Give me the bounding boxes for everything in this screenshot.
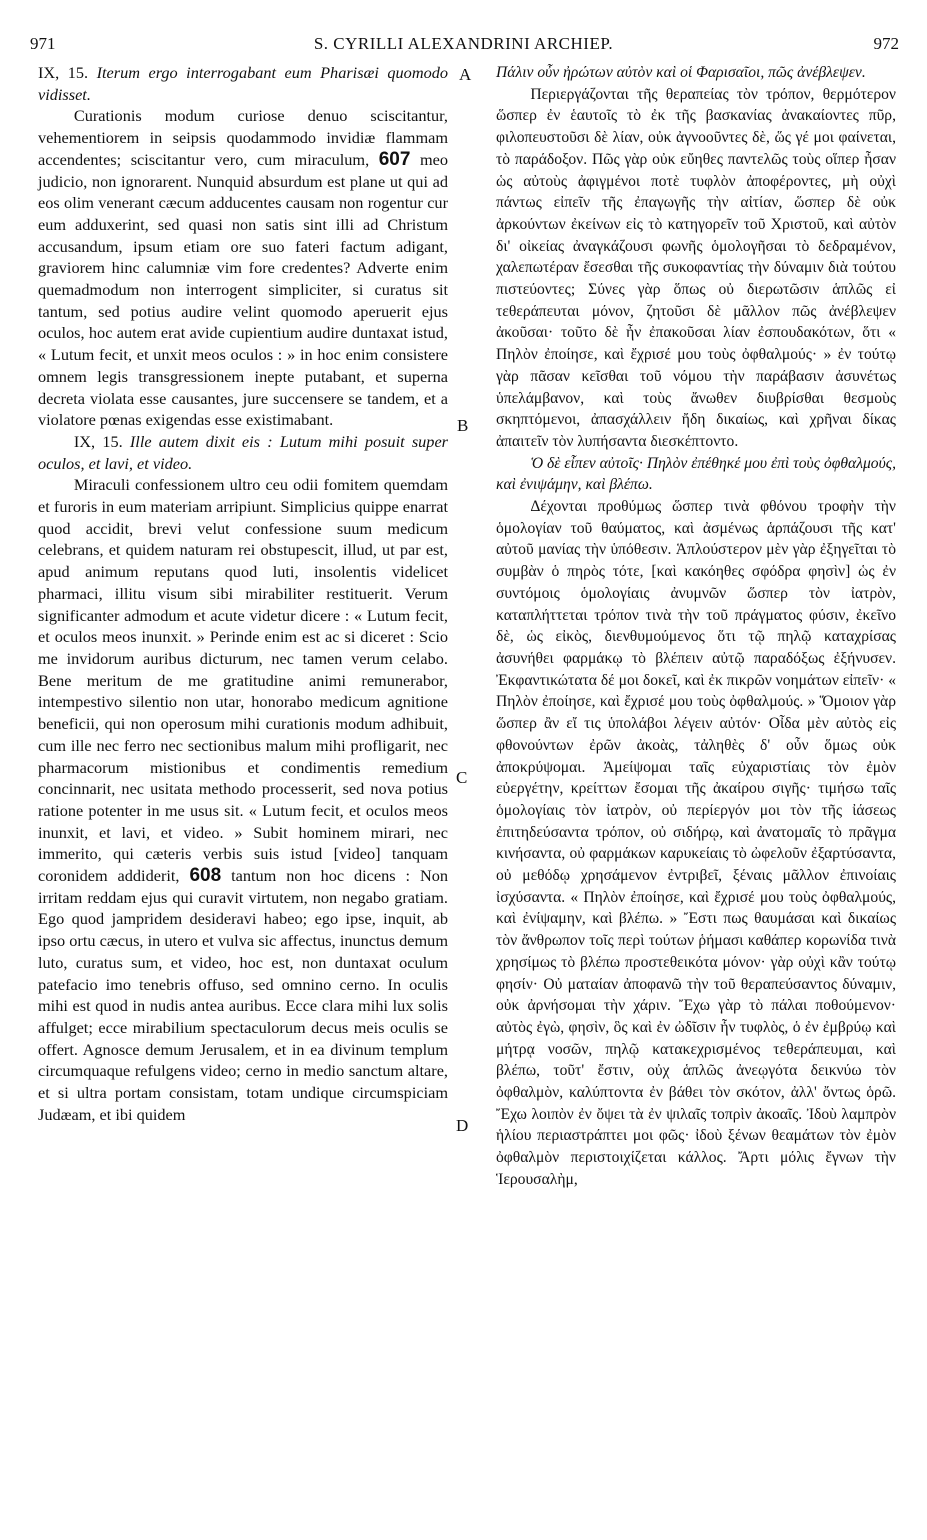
right-page-number: 972 xyxy=(873,34,899,53)
latin-paragraph-2a: Miraculi confessionem ultro ceu odii fomitem quemdam et furoris in eum materiam arripiunt. Simplicius quippe enarrat quod accidit, brevi velut confessione suum medicum celebrans, et quidem naturam rei obstupescit, illud, ut par est, apud animum reputans quod luti, insolentis videlicet pharmaci, illitu visum sibi mirabiliter restituerit. Verum significanter admodum et acute videtur dicere : « Lutum fecit, et oculos meos inunxit. » Perinde enim est ac si diceret : Scio me invidorum auribus dicturum, nec tamen verum celabo. Bene meritum de me gratitudine animi remunerabor, intempestivo silentio non utar, honorabo medicum agnitione beneficii, qui non operosum mihi curationis modum adhibuit, cum ille nec ferro nec sectionibus malum mihi profligarit, nec pharmacorum mistionibus et condimentis remedium concinnarit, nec usitata methodo processerit, sed nova potius ratione potenter in me usus sit. « Lutum fecit, et oculos meos inunxit, et lavi, et video. » Subit hominem mirari, nec immerito, qui cæteris verbis suis istud [video] tanquam coronidem addiderit, xyxy=(38,475,448,886)
greek-column xyxy=(496,62,896,1191)
left-page-number: 971 xyxy=(30,34,56,53)
greek-lemma-2: Ὁ δὲ εἶπεν αὐτοῖς· Πηλὸν ἐπέθηκέ μου ἐπὶ τοὺς ὀφθαλμούς, καὶ ἐνιψάμην, καὶ βλέπω. xyxy=(496,454,896,494)
latin-verse-ref-1: IX, 15. xyxy=(38,63,89,82)
running-title: S. CYRILLI ALEXANDRINI ARCHIEP. xyxy=(313,34,614,53)
margin-letter-a: A xyxy=(459,65,472,84)
margin-letter-b: B xyxy=(457,416,469,435)
latin-paragraph-1b: meo judicio, non ignorarent. Nunquid absurdum est plane ut qui ad eos olim venerant cæcum adducentes causam non rogentur cur eum adduxerint, sed quasi non satis sint illi ad Christum accusandum, ipsum etiam ore suo fateri factum adigant, graviorem hinc calumniæ vim fore credentes? Adverte enim quemadmodum non interrogent simpliciter, si curatus sit tantum, sed potius audire velint quomodo aperuerit ejus oculos, hoc autem erat avide cupientium audire duntaxat istud, « Lutum fecit, et unxit meos oculos : » in hoc enim consistere omnem legis transgressionem inepte putabant, et superna decreta violata esse causantes, jure succensere se tandem, et a violatore pœnas exigendas esse existimabant. xyxy=(38,149,449,430)
latin-lemma-2-text: Ille autem dixit eis : Lutum mihi posuit super oculos, et lavi, et video. xyxy=(38,431,449,473)
latin-column xyxy=(38,62,448,1125)
latin-lemma-1 xyxy=(38,62,448,105)
greek-paragraph-2: Δέχονται προθύμως ὥσπερ τινὰ φθόνου τροφὴν τὴν ὁμολογίαν τοῦ θαύματος, καὶ ἀσμένως ἁρπάζουσι τῆς κατ' αὐτοῦ μανίας τὴν ὑπόθεσιν. Ἁπλούστερον μὲν γὰρ ἐξηγεῖται τὸ συμβὰν ὁ πηρὸς τότε, [καὶ κακόηθες σφόδρα φησὶν] ὡς ἐν συντόμοις ὁμολογίαις ἀνυμνῶν ὥσπερ τὸν ἰατρὸν, καταπλήττεται τρόπον τινὰ τὴν τοῦ πράγματος φύσιν, ἐκεῖνο δὲ, ὡς εἰκὸς, διενθυμούμενος ὅτι τῷ πηλῷ καταχρίσας ἀσυνήθει φαρμάκῳ τὸ βλέπειν αὐτῷ παραδόξως ἐξήνυσεν. Ἐκφαντικώτατα δέ μοι δοκεῖ, καὶ ἐκ πικρῶν νοημάτων εἰπεῖν· « Πηλὸν ἐποίησε, καὶ ἔχρισέ μου τοὺς ὀφθαλμούς. » Ὅμοιον γὰρ ὥσπερ ἂν εἴ τις ὑπολάβοι λέγειν αὐτόν· Οἶδα μὲν αὐτὸς εἰς φθονούντων ἐρῶν ἀκοὰς, τἀληθὲς δ' οὖν ὅμως οὐκ ἀποκρύψομαι. Ἀμείψομαι ταῖς εὐχαριστίαις τὸν ἐμὸν εὐεργέτην, κρείττων ἔσομαι τῆς ἀκαίρου σιγῆς· τιμήσω ταῖς ὁμολογίαις τὸν ἰατρὸν, οὐ περίεργόν μοι τὸν τῆς ἰάσεως ἐπιτηδεύσαντα τρόπον, οὐ σιδήρῳ, καὶ ἀνατομαῖς τὸ πρᾶγμα κινήσαντα, οὐ φαρμάκων καρυκείαις τὸ ὠφελοῦν ἐξαρτύσαντα, οὐ μεθόδῳ χρησάμενον ἐντριβεῖ, ξέναις μᾶλλον ἐπινοίαις ἰσχύσαντα. « Πηλὸν ἐποίησε, καὶ ἔχρισέ μου τοὺς ὀφθαλμούς, καὶ ἐνίψαμην, καὶ βλέπω. » Ἔστι πως θαυμάσαι καὶ δικαίως τὸν ἄνθρωπον τοῖς περὶ τούτων ῥήμασι καθάπερ κορωνίδα τινὰ χρησίμως τὸ βλέπω προστεθεικότα μόνον· γὰρ οὐχὶ κἂν τούτῳ φησίν· Οὐ ματαίαν ἀποφανῶ τὴν τοῦ θεραπεύσαντος δύναμιν, οὐκ ἀρνήσομαι τὴν χάριν. Ἔχω γὰρ τὸ πάλαι ποθούμενον· αὐτὸς ἐγὼ, φησὶν, ὃς καὶ ἐν ὠδῖσιν ἦν τυφλὸς, ὁ ἐν ἐμβρύῳ καὶ μήτρᾳ νοσῶν, πηλῷ κατακεχρισμένος τεθεράπευμαι, καὶ βλέπω, τοῦτ' ἔστιν, οὐχ ἁπλῶς ἀνεῳγότα δεικνύω τὸν ὀφθαλμὸν, καλύπτοντα ἐν βάθει τὸν σκότον, ἀλλ' ὄντως ὁρῶ. Ἔχω λοιπὸν ἐν ὄψει τὰ ἐν ψιλαῖς τοπρὶν ἀκοαῖς. Ἰδοὺ λαμπρὸν ἡλίου περιαστράπτει μοι φῶς· ἰδοὺ ξένων θεαμάτων τὸν ἐμὸν ὀφθαλμὸν περιστοιχίζεται κάλλος. Ἄρτι μόλις ἔγνων τὴν Ἱερουσαλὴμ, xyxy=(496,498,896,1188)
latin-lemma-1-text: Iterum ergo interrogabant eum Pharisæi quomodo vidisset. xyxy=(38,63,448,104)
latin-paragraph-2 xyxy=(38,474,448,1125)
latin-verse-ref-2: IX, 15. xyxy=(73,431,123,451)
latin-paragraph-1a: Curationis modum curiose denuo sciscitantur, vehementiorem in seipsis quodammodo invidiæ flammam accendentes; sciscitantur vero, cum miraculum, xyxy=(38,106,448,169)
latin-paragraph-1 xyxy=(38,105,448,431)
margin-letter-c: C xyxy=(456,768,468,787)
migne-column-marker-608: 608 xyxy=(189,865,222,887)
latin-paragraph-2b: tantum non hoc dicens : Non irritam reddam ejus qui curavit virtutem, non negabo gratiam. Ego quod jampridem desideravi habeo; ego ipse, inquit, ab ipso ortu cæcus, in utero et vulva sic affectus, inunctus demum luto, curatus sum, et video, hoc est, non duntaxat oculum patefacio imo tenebris offuso, sed omnino cerno. In oculis mihi est quod in nudis antea auribus. Ecce clara mihi lux solis affulget; ecce mirabilium spectaculorum decus meis oculis se offert. Agnosce demum Jerusalem, et in ea divinum templum circumquaque refulgens video; cerno in medio sanctum altare, et si ultra portam consistam, totam undique circumspiciam Judæam, et ibi quidem xyxy=(38,866,449,1124)
greek-paragraph-1: Περιεργάζονται τῆς θεραπείας τὸν τρόπον, θερμότερον ὥσπερ ἐν ἑαυτοῖς τὸ ἐκ τῆς βασκανίας ἀνακαίοντες πῦρ, φιλοπευστοῦσι δὲ λίαν, οὐκ ἀγνοοῦντες δὲ, ὥς γέ μοι φαίνεται, τὸ παράδοξον. Πῶς γὰρ οὐκ εὔηθες παντελῶς τοὺς οἵπερ ἦσαν ὡς αὐτοὺς ἀφιγμένοι ποτὲ τυφλὸν ἀποφέροντες, μὴ οὐχὶ πάντως εἰπεῖν τῆς ἐπαγωγῆς τὴν αἰτίαν, ὥσπερ δὲ οὐκ ἀρκούντων ἐκείνων εἰς τὸ κατηγορεῖν τοῦ Χριστοῦ, καὶ αὐτὸν δι' οἰκείας ἀναγκάζουσι φωνῆς ὁμολογῆσαι τὸ δεδραμένον, χαλεπωτέραν ἔσεσθαι τῆς συκοφαντίας τὴν δύναμιν διὰ τούτου πιστεύοντες; Σύνες γὰρ ὅπως οὐ διερωτῶσιν ἁπλῶς εἰ τεθεράπευται μόνον, ζητοῦσι δὲ μᾶλλον πῶς ἀνέβλεψεν ἀκοῦσαι· τοῦτο δὲ ἦν ἐπακοῦσαι λίαν ἐσπουδακότων, ὅτι « Πηλὸν ἐποίησε, καὶ ἔχρισέ μου τοὺς ὀφθαλμούς· » ἐν τούτῳ γὰρ πᾶσαν κεῖσθαι τοῦ νόμου τὴν παράβασιν ἀσυνέτως ὑπελάμβανον, καὶ τοὺς ἄνωθεν διυβρίσθαι θεσμοὺς σκηπτόμενοι, ἀπασχάλλειν ἤδη δικαίως, καὶ χρῆναι δίκας ἀπαιτεῖν τὸν λυπήσαντα διεσκέπτοντο. xyxy=(496,85,896,450)
margin-letter-d: D xyxy=(456,1116,469,1135)
migne-column-marker-607: 607 xyxy=(378,148,411,170)
greek-lemma-1: Πάλιν οὖν ἠρώτων αὐτὸν καὶ οἱ Φαρισαῖοι, πῶς ἀνέβλεψεν. xyxy=(496,64,866,81)
latin-lemma-2 xyxy=(38,431,448,474)
